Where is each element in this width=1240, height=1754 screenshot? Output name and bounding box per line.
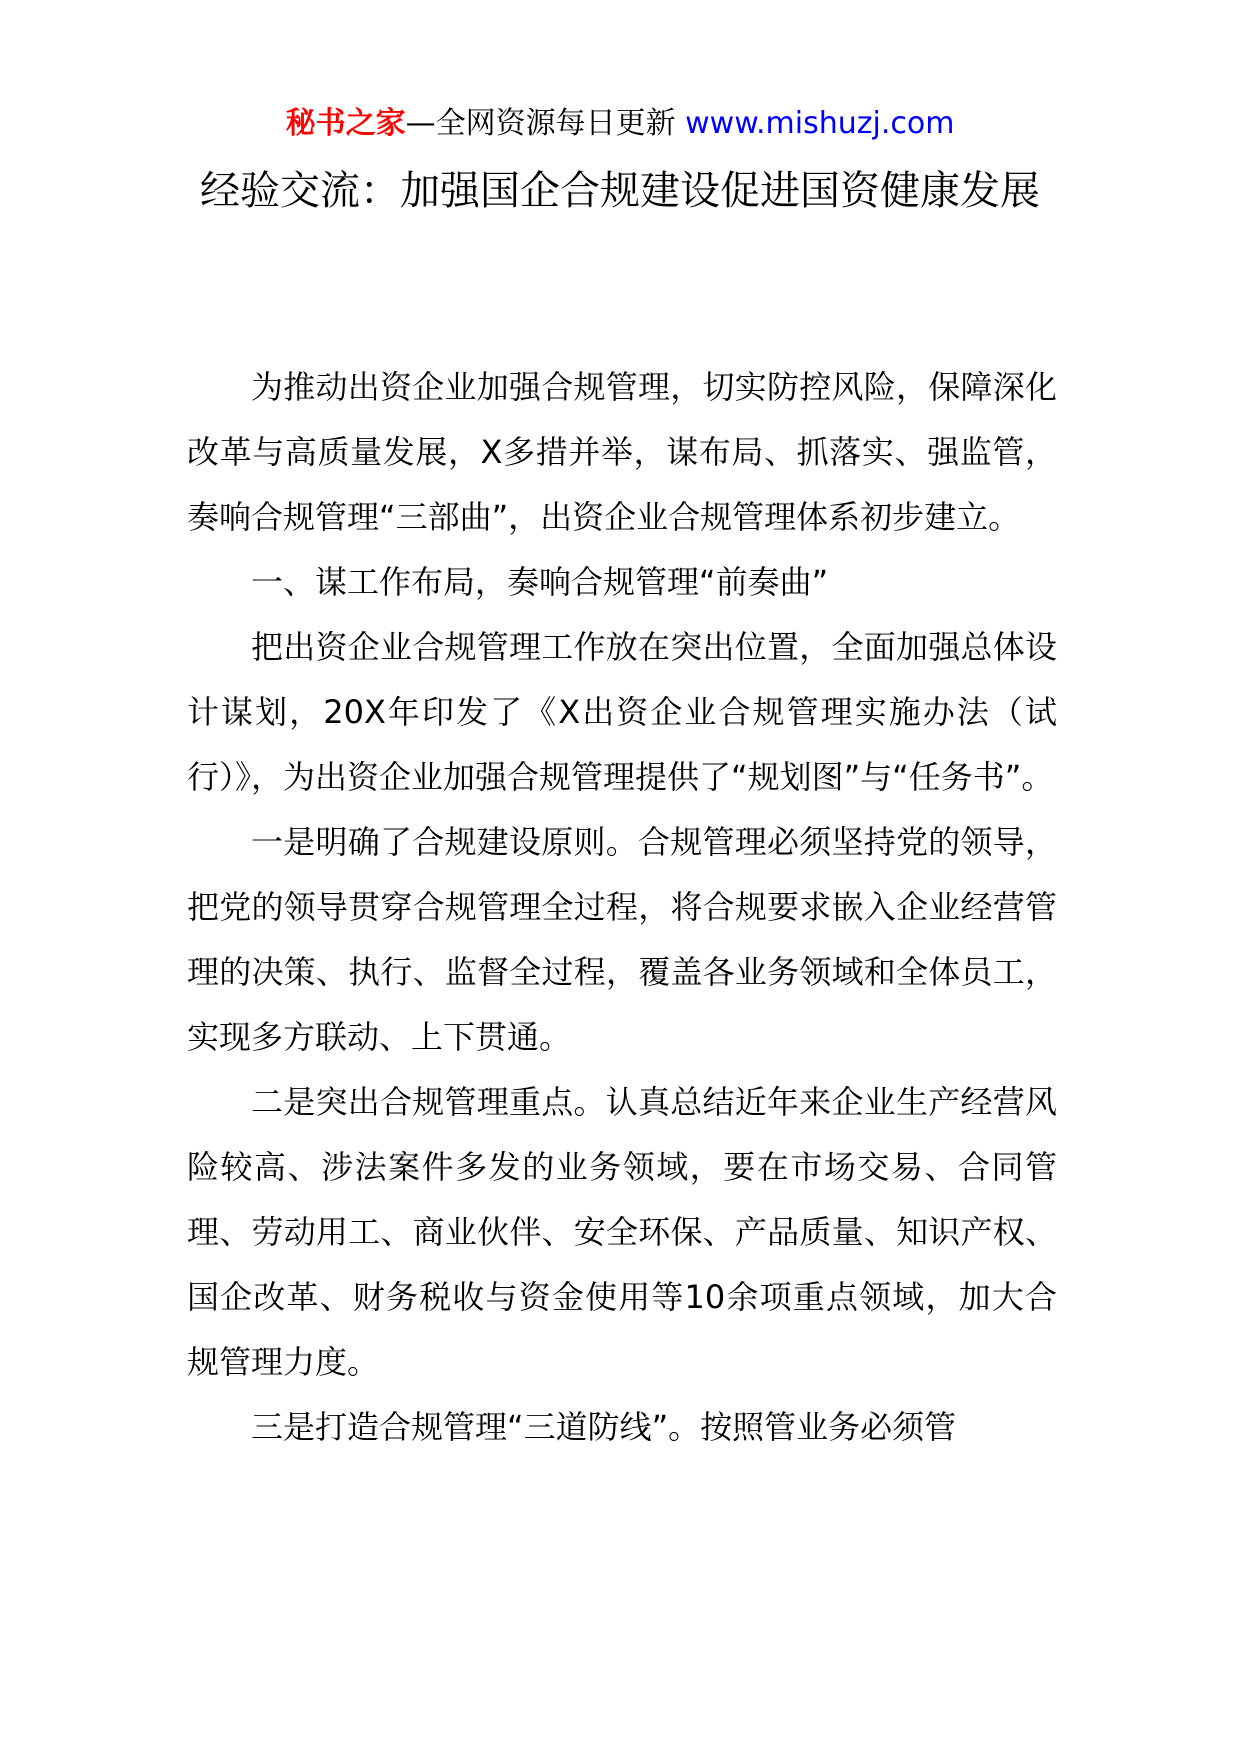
paragraph-point-1: 一是明确了合规建设原则。合规管理必须坚持党的领导，把党的领导贯穿合规管理全过程，将合规要求嵌入企业经营管理的决策、执行、监督全过程，覆盖各业务领域和全体员工，实现多方联动、上下贯通。: [187, 823, 1057, 1056]
paragraph-point-2: 二是突出合规管理重点。认真总结近年来企业生产经营风险较高、涉法案件多发的业务领域，要在市场交易、合同管理、劳动用工、商业伙伴、安全环保、产品质量、知识产权、国企改革、财务税收与资金使用等10余项重点领域，加大合规管理力度。: [187, 1083, 1057, 1381]
document-body: [187, 355, 1057, 1460]
paragraph-section-1: 把出资企业合规管理工作放在突出位置，全面加强总体设计谋划，20X年印发了《X出资企业合规管理实施办法（试行）》，为出资企业加强合规管理提供了“规划图”与“任务书”。: [187, 628, 1057, 796]
section-heading-1: 一、谋工作布局，奏响合规管理“前奏曲”: [251, 563, 829, 601]
site-banner: [0, 100, 1240, 148]
site-name: 秘书之家: [285, 106, 406, 141]
site-url-link[interactable]: www.mishuzj.com: [685, 106, 955, 141]
site-slogan: —全网资源每日更新: [405, 106, 686, 141]
document-title: 经验交流：加强国企合规建设促进国资健康发展: [200, 168, 1040, 214]
paragraph-intro: 为推动出资企业加强合规管理，切实防控风险，保障深化改革与高质量发展，X多措并举，谋布局、抓落实、强监管，奏响合规管理“三部曲”，出资企业合规管理体系初步建立。: [187, 368, 1057, 536]
paragraph-point-3: 三是打造合规管理“三道防线”。按照管业务必须管: [251, 1408, 957, 1446]
